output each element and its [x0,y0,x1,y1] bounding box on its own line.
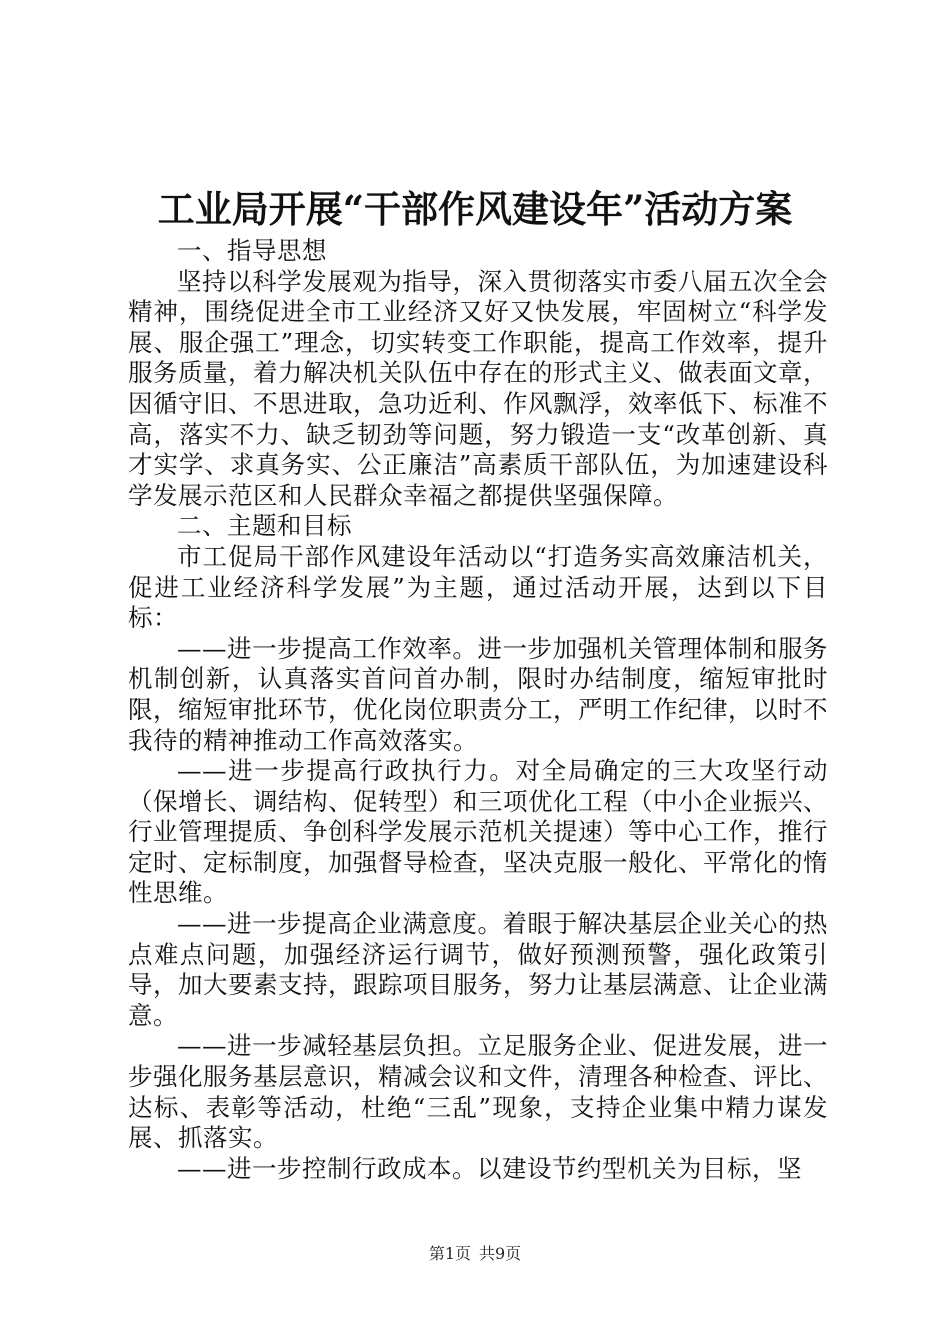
section-heading: 一、指导思想 [177,236,327,265]
page-number: 第1页 [428,1244,471,1263]
paragraph: 坚持以科学发展观为指导，深入贯彻落实市委八届五次全会精神，围绕促进全市工业经济又好又快发展，牢固树立“科学发展、服企强工”理念，切实转变工作职能，提高工作效率，提升服务质量，着力解决机关队伍中存在的形式主义、做表面文章，因循守旧、不思进取，急功近利、作风飘浮，效率低下、标准不高，落实不力、缺乏韧劲等问题，努力锻造一支“改革创新、真才实学、求真务实、公正廉洁”高素质干部队伍，为加速建设科学发展示范区和人民群众幸福之都提供坚强保障。 [128,266,828,510]
paragraph: ——进一步控制行政成本。以建设节约型机关为目标，坚 [177,1153,802,1183]
document-title: 工业局开展“干部作风建设年”活动方案 [157,187,793,231]
paragraph: ——进一步减轻基层负担。立足服务企业、促进发展，进一步强化服务基层意识，精减会议和文件，清理各种检查、评比、达标、表彰等活动，杜绝“三乱”现象，支持企业集中精力谋发展、抓落实。 [128,1031,828,1153]
paragraph: ——进一步提高行政执行力。对全局确定的三大攻坚行动（保增长、调结构、促转型）和三项优化工程（中小企业振兴、行业管理提质、争创科学发展示范机关提速）等中心工作，推行定时、定标制度，加强督导检查，坚决克服一般化、平常化的惰性思维。 [128,756,828,908]
paragraph: 市工促局干部作风建设年活动以“打造务实高效廉洁机关，促进工业经济科学发展”为主题，通过活动开展，达到以下目标： [128,541,828,633]
paragraph: ——进一步提高企业满意度。着眼于解决基层企业关心的热点难点问题，加强经济运行调节，做好预测预警，强化政策引导，加大要素支持，跟踪项目服务，努力让基层满意、让企业满意。 [128,909,828,1030]
document-body [128,236,828,1184]
section-heading: 二、主题和目标 [177,511,352,541]
paragraph: ——进一步提高工作效率。进一步加强机关管理体制和服务机制创新，认真落实首问首办制，限时办结制度，缩短审批时限，缩短审批环节，优化岗位职责分工，严明工作纪律，以时不我待的精神推动工作高效落实。 [128,633,828,755]
page-footer [0,1244,950,1264]
page-total: 共9页 [479,1244,522,1263]
